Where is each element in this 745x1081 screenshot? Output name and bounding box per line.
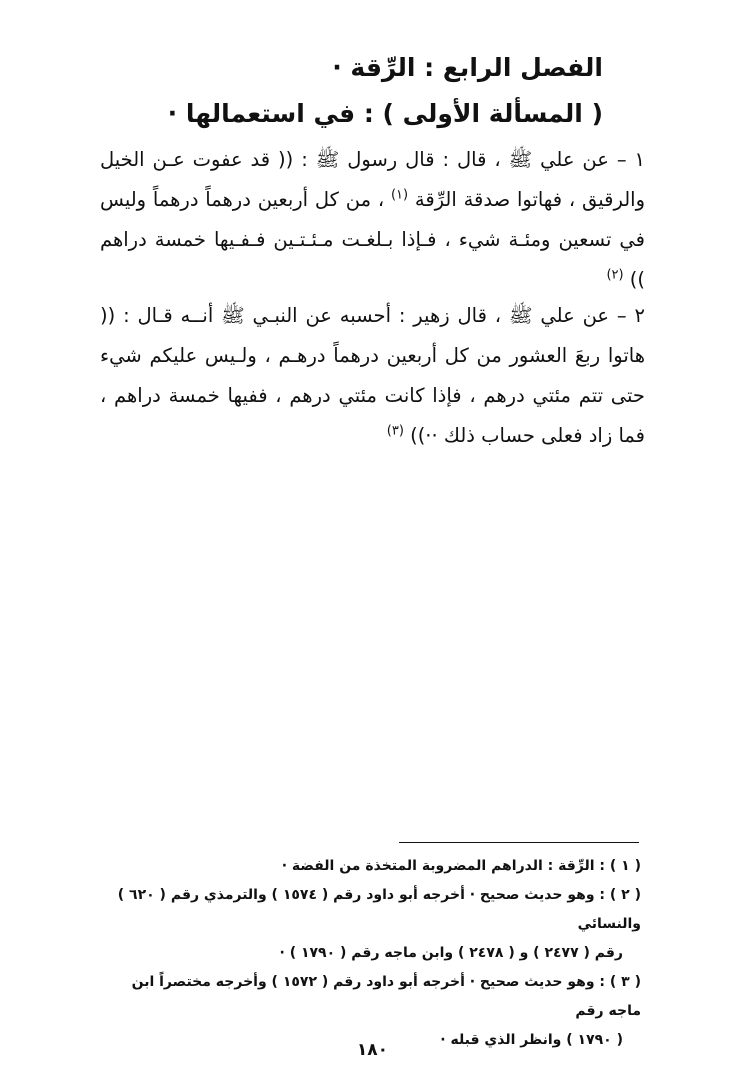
paragraph-1 [100,140,645,300]
footnote-separator [399,842,639,843]
paragraph-1-text-cont: ، من كل أربعين درهماً درهماً وليس في تسعين ومئـة شيء ، فـإذا بـلغـت مـئـتـين فـفـيها خمسة دراهم )) [100,188,645,291]
footnote-ref-3: (٣) [386,423,404,439]
paragraph-1-text: ١ – عن علي ﷺ ، قال : قال رسول ﷺ : (( قد عفوت عـن الخيل والرقيق ، فهاتوا صدقة الرِّقة [100,148,646,211]
paragraph-2 [100,296,645,456]
footnote-ref-2: (٢) [606,267,624,283]
page-number: ١٨٠ [356,1040,389,1060]
footnote-1: ( ١ ) : الرِّقة : الدراهم المضروبة المتخذة من الفضة · [281,858,641,874]
footnote-2: ( ٢ ) : وهو حديث صحيح · أخرجه أبو داود رقم ( ١٥٧٤ ) والترمذي رقم ( ٦٢٠ ) والنسائي [117,887,641,932]
footnotes [96,852,641,1055]
footnote-2-cont: رقم ( ٢٤٧٧ ) و ( ٢٤٧٨ ) وابن ماجه رقم ( ١٧٩٠ ) · [279,945,623,961]
footnote-3: ( ٣ ) : وهو حديث صحيح · أخرجه أبو داود رقم ( ١٥٧٢ ) وأخرجه مختصراً ابن ماجه رقم [131,974,641,1019]
paragraph-2-text: ٢ – عن علي ﷺ ، قال زهير : أحسبه عن النبـي ﷺ أنــه قـال : (( هاتوا ربعَ العشور من كل أربعين درهماً درهـم ، ولـيس عليكم شيء حتى تتم مئتي درهم ، فإذا كانت مئتي درهم ، ففيها خمسة دراهم ، فما زاد فعلى حساب ذلك ··)) [100,304,645,447]
footnote-ref-1: (١) [390,187,409,203]
chapter-heading: الفصل الرابع : الرِّقة · [332,53,603,82]
issue-heading: ( المسألة الأولى ) : في استعمالها · [167,99,603,128]
footnote-3-cont: ( ١٧٩٠ ) وانظر الذي قبله · [440,1032,623,1048]
